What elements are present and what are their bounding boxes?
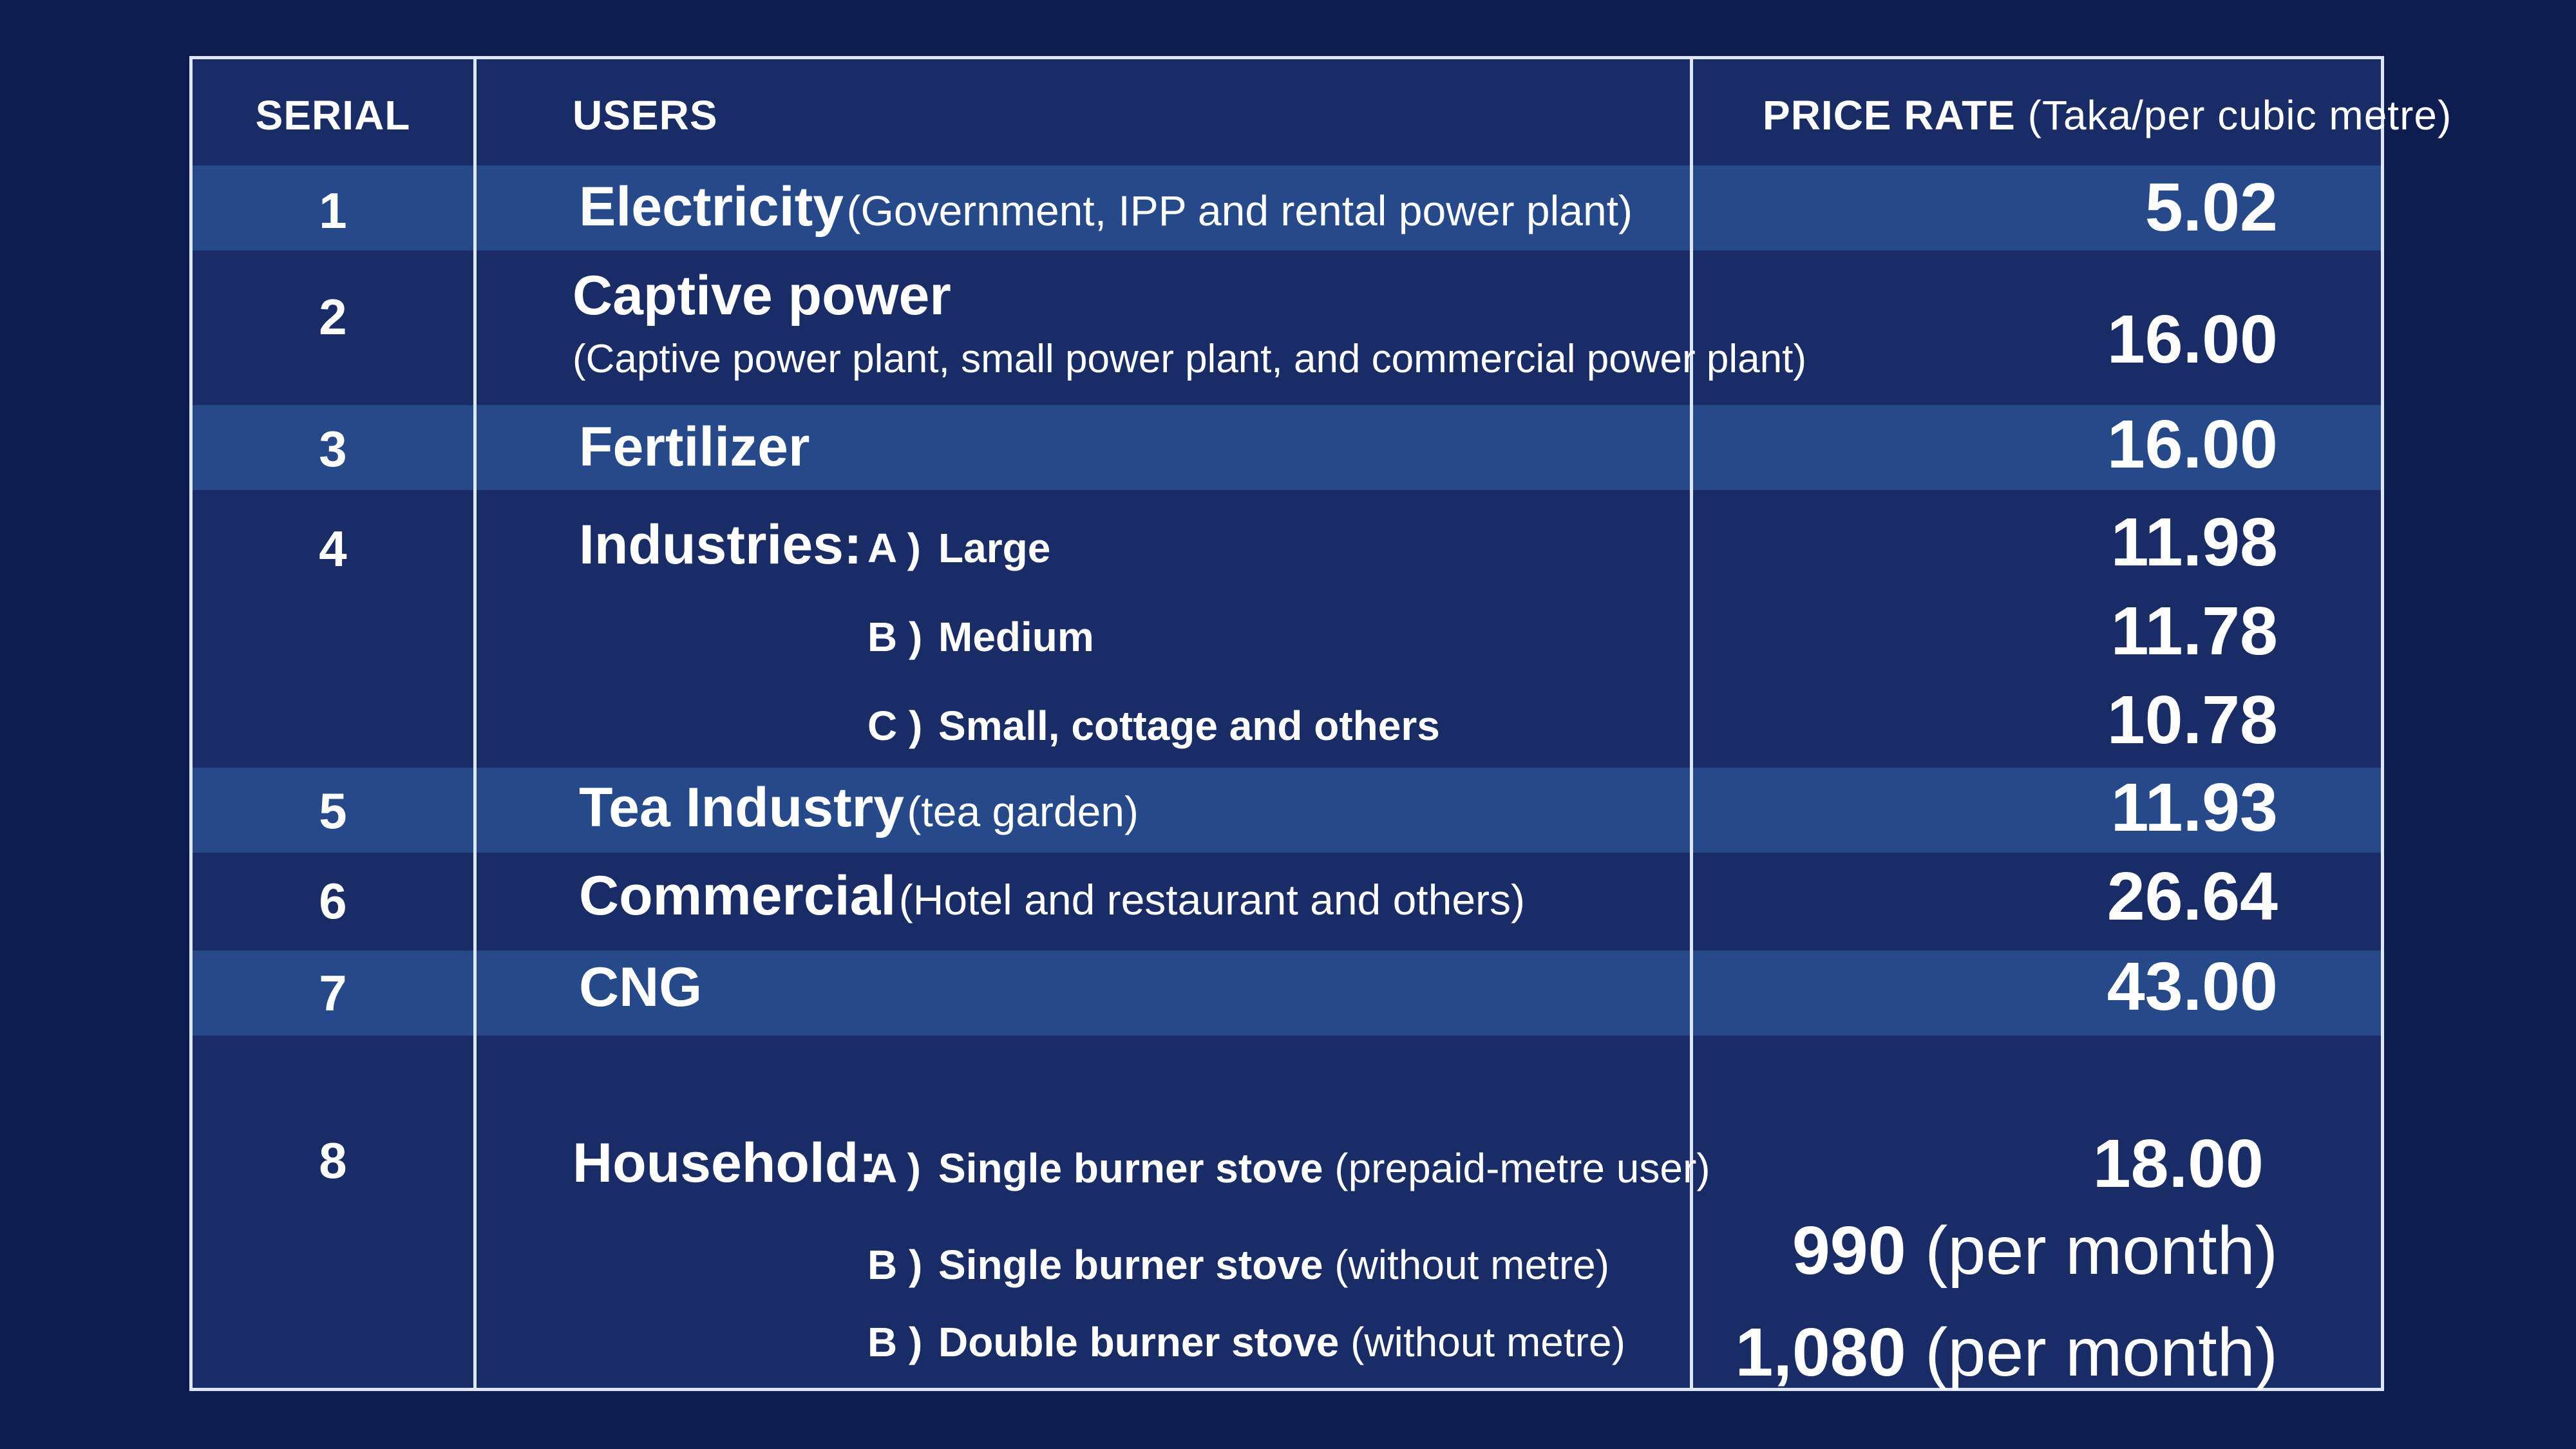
header-serial: SERIAL [255,92,411,138]
header-price-rate [1763,91,2452,139]
row-4-option-a-label: Large [938,525,1051,571]
row-8-option-a-letter: A ) [867,1145,921,1191]
row-8-option-b-note: (without metre) [1334,1242,1610,1288]
row-4-option-c-price: 10.78 [2107,682,2278,758]
row-2-user-name: Captive power [573,265,951,327]
row-1-user-note: (Government, IPP and rental power plant) [846,187,1633,234]
row-5-user-name: Tea Industry [579,777,904,838]
row-5-price: 11.93 [2110,770,2278,846]
divider-serial-users [473,59,477,1388]
row-7-serial: 7 [319,965,347,1021]
row-4-option-b-price: 11.78 [2110,593,2278,669]
row-4-option-a-price: 11.98 [2110,504,2278,580]
row-band-3 [193,405,2381,490]
row-4-option-a [867,524,1050,572]
row-2-user-note: (Captive power plant, small power plant, and commercial power plant) [573,337,1806,381]
row-4-option-c-letter: C ) [867,703,923,749]
row-4-serial: 4 [319,520,347,577]
row-2-serial: 2 [319,289,347,345]
row-8-option-c-unit: (per month) [1925,1314,2278,1390]
row-8-option-b-amount: 990 [1792,1213,1906,1289]
row-6-serial: 6 [319,873,347,929]
row-3-user-name: Fertilizer [579,416,810,478]
gas-price-table [189,56,2452,1391]
row-8-user-name: Household: [573,1132,877,1194]
header-users: USERS [573,92,718,138]
row-3-serial: 3 [319,421,347,477]
row-6-price: 26.64 [2107,858,2278,934]
row-7-price: 43.00 [2107,949,2278,1025]
row-3-price: 16.00 [2107,406,2278,482]
row-6-user-note: (Hotel and restaurant and others) [898,876,1525,923]
row-5-serial: 5 [319,782,347,839]
row-8-option-c-amount: 1,080 [1735,1314,1906,1390]
row-band-7 [193,951,2381,1036]
row-8-option-b [867,1241,1609,1289]
row-4-user-name: Industries: [579,514,862,576]
row-4-option-c [867,702,1440,750]
row-8-option-a [867,1144,1710,1192]
row-8-option-c-label: Double burner stove [938,1319,1340,1365]
row-6-user-name: Commercial [579,865,896,927]
row-8-option-b-price [1792,1212,2278,1290]
row-8-option-c-price [1735,1314,2278,1392]
row-4-option-b-letter: B ) [867,614,923,660]
row-4-option-b [867,613,1094,661]
row-8-option-c-letter: B ) [867,1319,923,1365]
row-2-price: 16.00 [2107,301,2278,377]
row-5-user [579,776,1139,840]
row-8-option-a-label: Single burner stove [938,1145,1323,1191]
row-4-option-c-label: Small, cottage and others [938,703,1440,749]
row-8-option-b-unit: (per month) [1925,1213,2278,1289]
row-4-option-a-letter: A ) [867,525,921,571]
row-8-serial: 8 [319,1132,347,1189]
row-1-price: 5.02 [2145,169,2278,245]
row-8-option-b-letter: B ) [867,1242,923,1288]
header-price-label: PRICE RATE [1763,92,2016,138]
row-8-option-b-label: Single burner stove [938,1242,1323,1288]
row-1-serial: 1 [319,182,347,239]
row-8-option-c [867,1318,1625,1366]
row-7-user-name: CNG [579,956,703,1018]
row-8-option-c-note: (without metre) [1350,1319,1625,1365]
row-8-option-a-price: 18.00 [2092,1126,2264,1202]
row-8-option-a-note: (prepaid-metre user) [1334,1145,1710,1191]
header-price-unit: (Taka/per cubic metre) [2027,92,2452,138]
row-5-user-note: (tea garden) [907,788,1139,835]
row-1-user [579,175,1633,239]
row-4-option-b-label: Medium [938,614,1094,660]
row-6-user [579,864,1525,928]
row-1-user-name: Electricity [579,176,844,238]
row-band-5 [193,768,2381,853]
